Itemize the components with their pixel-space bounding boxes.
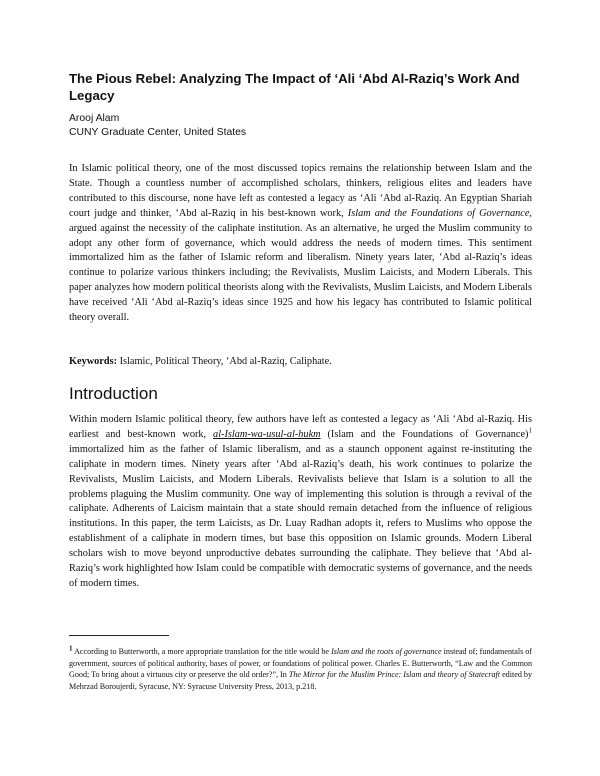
footnote-divider	[69, 635, 169, 636]
author-name: Arooj Alam	[69, 113, 120, 124]
intro-text-part1: Within modern Islamic political theory, few authors have left as contested a legacy as ‘Ali ‘Abd al-Raziq. His earliest and best-known work,	[69, 414, 532, 440]
footnote-text-part1: According to Butterworth, a more appropriate translation for the title would be	[72, 647, 332, 656]
keywords-line	[69, 355, 532, 369]
footnote-italic-title-1: Islam and the roots of governance	[331, 647, 442, 656]
intro-text-part3: immortalized him as the father of Islamic liberalism, and as a staunch opponent against re-instituting the caliphate in modern times. Ninety years after ‘Abd al-Raziq’s death, his work continues to polarize the Revivalists, Muslim Laicists, and Modern Liberals. Revivalists believe that Islam is a solution to all the problems plaguing the Muslim community. One way of implementing this solution is through a revival of the caliphate. Adherents of Laicism maintain that a state should remain detached from the influence of religious institutions. In this paper, the term Laicists, as Dr. Luay Radhan adopts it, refers to Muslims who oppose the establishment of a caliphate in modern times, but base this opposition on Islamic grounds. Modern Liberal scholars wish to move beyond unproductive debates surrounding the caliphate. They believe that ‘Abd al-Raziq’s work highlighted how Islam could be compatible with democratic systems of governance, and the needs of modern times.	[69, 443, 532, 589]
footnote-text-part3: edited by Mehrzad Boroujerdi, Syracuse, NY: Syracuse University Press, 2013, p.218.	[69, 670, 533, 691]
author-affiliation: CUNY Graduate Center, United States	[69, 127, 247, 138]
keywords-text: Islamic, Political Theory, ‘Abd al-Raziq, Caliphate.	[117, 356, 332, 367]
author-block	[69, 112, 469, 140]
footnote-italic-title-2: The Mirror for the Muslim Prince: Islam and theory of Statecraft	[288, 670, 501, 680]
abstract-text-part2: argued against the necessity of the caliphate institution. As an alternative, he urged the Muslim community to adopt any other form of governance, which would address the needs of modern times. This sentiment immortalized him as the father of Islamic reform and liberalism. Ninety years later, ‘Abd al-Raziq’s ideas continue to polarize various thinkers including; the Revivalists, Muslim Laicists, and Modern Liberals. This paper analyzes how modern political theorists along with the Revivalists, Muslim Laicists, and Modern Liberals have received ‘Ali ‘Abd al-Raziq’s ideas since 1925 and how his legacy has contributed to Islamic political theory overall.	[69, 222, 532, 324]
footnote	[69, 646, 532, 692]
abstract-text-part1: In Islamic political theory, one of the most discussed topics remains the relationship between Islam and the State. Though a countless number of accomplished scholars, thinkers, religious elites and leaders have contributed to this discourse, none have left as contested a legacy as ‘Ali ‘Abd al-Raziq. An Egyptian Shariah court judge and thinker, ‘Abd al-Raziq in his best-known work,	[69, 163, 532, 219]
abstract-book-title: Islam and the Foundations of Governance,	[347, 207, 532, 219]
introduction-paragraph	[69, 413, 532, 592]
footnote-reference[interactable]: 1	[528, 426, 532, 435]
intro-work-title: al-Islam-wa-usul-al-hukm	[213, 428, 321, 440]
intro-text-part2: (Islam and the Foundations of Governance)	[320, 428, 529, 440]
keywords-label: Keywords:	[69, 356, 118, 367]
introduction-heading: Introduction	[69, 384, 158, 403]
footnote-text-part2: instead of; fundamentals of government, sources of political authority, bases of power, or foundations of political power. Charles E. Butterworth, “Law and the Common Good; To bring about a virtuous city or preserve the old order?”, In	[69, 647, 533, 680]
abstract-paragraph	[69, 162, 532, 326]
footnote-mark: 1	[69, 644, 73, 653]
paper-title: The Pious Rebel: Analyzing The Impact of ‘Ali ‘Abd Al-Raziq’s Work And Legacy	[69, 71, 520, 103]
